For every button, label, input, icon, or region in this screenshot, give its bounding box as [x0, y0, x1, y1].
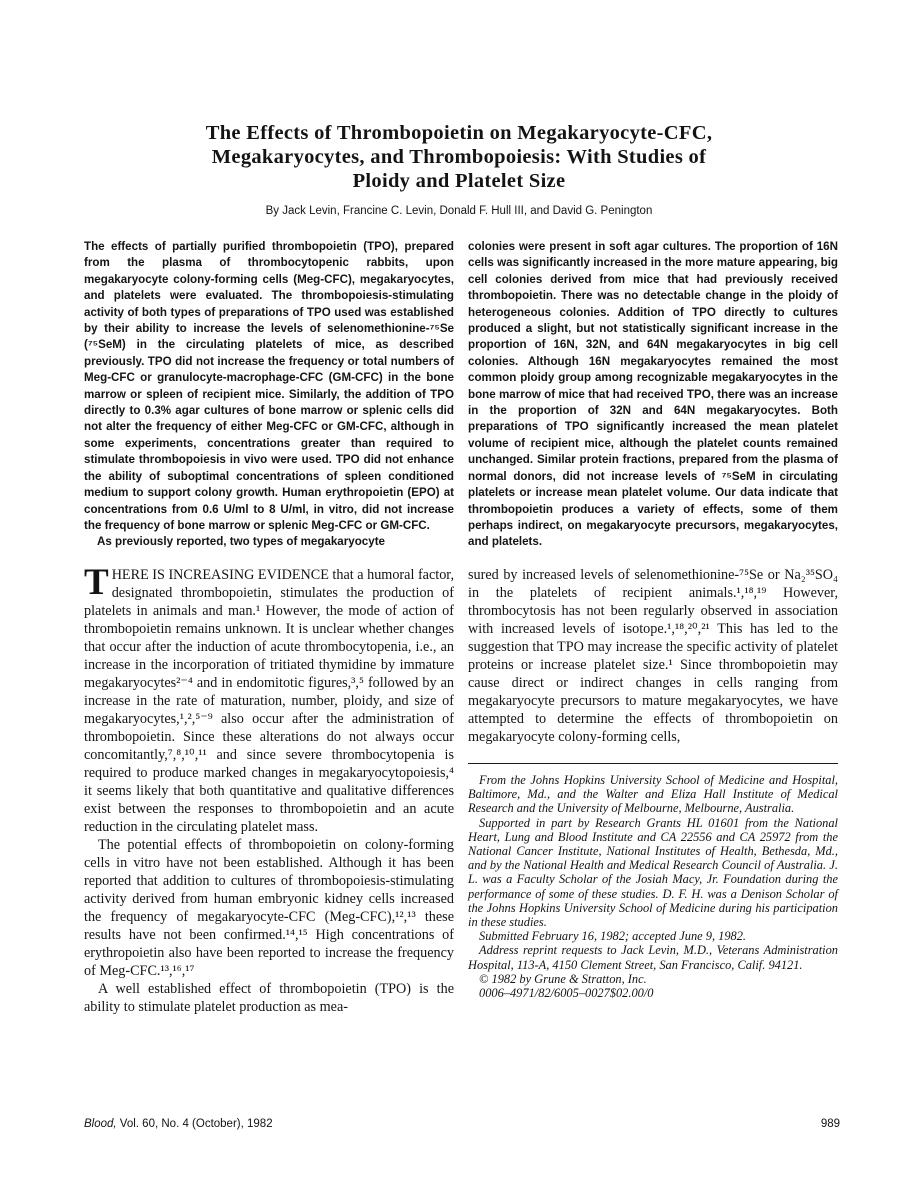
- footnote-support: Supported in part by Research Grants HL 01601 from the National Heart, Lung and Blood Institute and CA 22556 and CA 25972 from the National Cancer Institute, National Institutes of Health, Bethesda, Md., and by the National Health and Medical Research Council of Australia. J. L. was a Faculty Scholar of the Josiah Macy, Jr. Foundation during the performance of some of these studies. D. F. H. was a Denison Scholar of the Johns Hopkins University School of Medicine during his participation in these studies.: [468, 815, 838, 930]
- journal-issue-info: Vol. 60, No. 4 (October), 1982: [116, 1118, 273, 1130]
- footnote-issn-code: 0006–4971/82/6005–0027$02.00/0: [479, 986, 654, 1001]
- abstract-paragraph: The effects of partially purified thrombopoietin (TPO), prepared from the plasma of thrombocytopenic rabbits, upon megakaryocyte colony-forming cells (Meg-CFC), megakaryocytes, and platelets were evaluated. The thrombopoiesis-stimulating activity of both types of preparations of TPO used was established by their ability to increase the levels of selenomethionine-⁷⁵Se (⁷⁵SeM) in the circulating platelets of mice, as described previously. TPO did not increase the frequency or total numbers of Meg-CFC or granulocyte-macrophage-CFC (GM-CFC) in the bone marrow or spleen of recipient mice. Similarly, the addition of TPO directly to 0.3% agar cultures of bone marrow or splenic cells did not alter the frequency of either Meg-CFC or GM-CFC, although in some experiments, concentrations greater than required to stimulate thrombopoiesis in vivo were used. TPO did not enhance the ability of suboptimal concentrations of spleen conditioned medium to support colony growth. Human erythropoietin (EPO) at concentrations from 0.6 U/ml to 8 U/ml, in vitro, did not increase the frequency of bone marrow or splenic Meg-CFC or GM-CFC.: [84, 240, 454, 532]
- footnote-reprints: Address reprint requests to Jack Levin, M.D., Veterans Administration Hospital, 113-A, 4150 Clement Street, San Francisco, Calif. 94121.: [468, 943, 838, 972]
- journal-citation: [84, 1118, 273, 1130]
- page-footer: [84, 1118, 840, 1130]
- article-title-line-3: Ploidy and Platelet Size: [352, 170, 566, 192]
- footnotes: [468, 773, 838, 1000]
- abstract-paragraph: colonies were present in soft agar cultures. The proportion of 16N cells was significantly increased in the more mature appearing, big cell colonies derived from mice that had previously received thrombopoietin. There was no detectable change in the ploidy of heterogeneous colonies. Addition of TPO directly to cultures produced a slight, but not statistically significant increase in the proportion of 16N, 32N, and 64N megakaryocytes in big cell colonies. Although 16N megakaryocytes remained the most common ploidy group among recognizable megakaryocytes in the bone marrow of mice that had received TPO, there was an increase in the proportion of 32N and 64N megakaryocytes. Both preparations of TPO significantly increased the mean platelet volume of recipient mice, although the platelet counts remained unchanged. Similar protein fractions, prepared from the plasma of normal donors, did not increase levels of ⁷⁵SeM in circulating platelets or increase mean platelet volume. Our data indicate that thrombopoietin produces a variety of effects, some of them perhaps indirect, on megakaryocyte precursors, megakaryocytes, and platelets.: [468, 240, 838, 549]
- body-paragraph: [84, 562, 454, 836]
- footnote-copyright: © 1982 by Grune & Stratton, Inc.: [479, 971, 647, 986]
- body-left-column: [84, 562, 454, 1016]
- abstract: [84, 239, 838, 551]
- journal-name: Blood,: [84, 1118, 117, 1130]
- abstract-paragraph: As previously reported, two types of megakaryocyte: [97, 535, 386, 549]
- article-title-line-1: The Effects of Thrombopoietin on Megakaryocyte-CFC,: [205, 122, 713, 144]
- body-paragraph: The potential effects of thrombopoietin on colony-forming cells in vitro have not been established. Although it has been reported that addition to cultures of thrombopoiesis-stimulating activity derived from human embryonic kidney cells increased the frequency of megakaryocyte-CFC (Meg-CFC),¹²,¹³ these results have not been confirmed.¹⁴,¹⁵ High concentrations of erythropoietin also have been reported to increase the frequency of Meg-CFC.¹³,¹⁶,¹⁷: [84, 837, 454, 979]
- abstract-right-column: [468, 239, 838, 551]
- body-right-column: [468, 566, 838, 1016]
- abstract-left-column: [84, 239, 454, 551]
- drop-cap: T: [84, 562, 109, 603]
- footnote-divider: [468, 763, 838, 764]
- byline: By Jack Levin, Francine C. Levin, Donald F. Hull III, and David G. Penington: [265, 205, 653, 217]
- page-number: 989: [820, 1118, 840, 1130]
- body-paragraph: sured by increased levels of selenomethionine-⁷⁵Se or Na₂³⁵SO₄ in the platelets of recipient animals.¹,¹⁸,¹⁹ However, thrombocytosis has not been regularly observed in association with increased levels of isotope.¹,¹⁸,²⁰,²¹ This has led to the suggestion that TPO may increase the specific activity of platelet proteins or increase platelet size.¹ Since thrombopoietin may cause direct or indirect changes in cells ranging from megakaryocyte precursors to mature megakaryocytes, we have attempted to determine the effects of thrombopoietin on megakaryocyte colony-forming cells,: [468, 567, 838, 745]
- footnote-affiliation: From the Johns Hopkins University School of Medicine and Hospital, Baltimore, Md., and the Walter and Eliza Hall Institute of Medical Research and the University of Melbourne, Melbourne, Australia.: [468, 773, 838, 816]
- article-title: [0, 121, 918, 193]
- article-title-line-2: Megakaryocytes, and Thrombopoiesis: With Studies of: [211, 146, 707, 168]
- footnote-submitted: Submitted February 16, 1982; accepted June 9, 1982.: [479, 929, 747, 944]
- body-paragraph: A well established effect of thrombopoietin (TPO) is the ability to stimulate platelet production as mea-: [84, 981, 454, 1015]
- body-paragraph-text: HERE IS INCREASING EVIDENCE that a humoral factor, designated thrombopoietin, stimulates the production of platelets in animals and man.¹ However, the mode of action of thrombopoietin remains unknown. It is unclear whether changes that occur after the induction of acute thrombocytopenia, i.e., an increase in the incorporation of tritiated thymidine by immature megakaryocytes²⁻⁴ and in endomitotic figures,³,⁵ followed by an increase in the rate of maturation, number, ploidy, and size of megakaryocytes,¹,²,⁵⁻⁹ also occur after the administration of thrombopoietin. Since these alterations do not always occur concomitantly,⁷,⁸,¹⁰,¹¹ and since severe thrombocytopenia is required to produce marked changes in megakaryocytopoiesis,⁴ it seems likely that both quantitative and qualitative differences exist between the responses to thrombopoietin and an acute reduction in the circulating platelet mass.: [84, 567, 454, 835]
- body-text: [84, 562, 838, 1016]
